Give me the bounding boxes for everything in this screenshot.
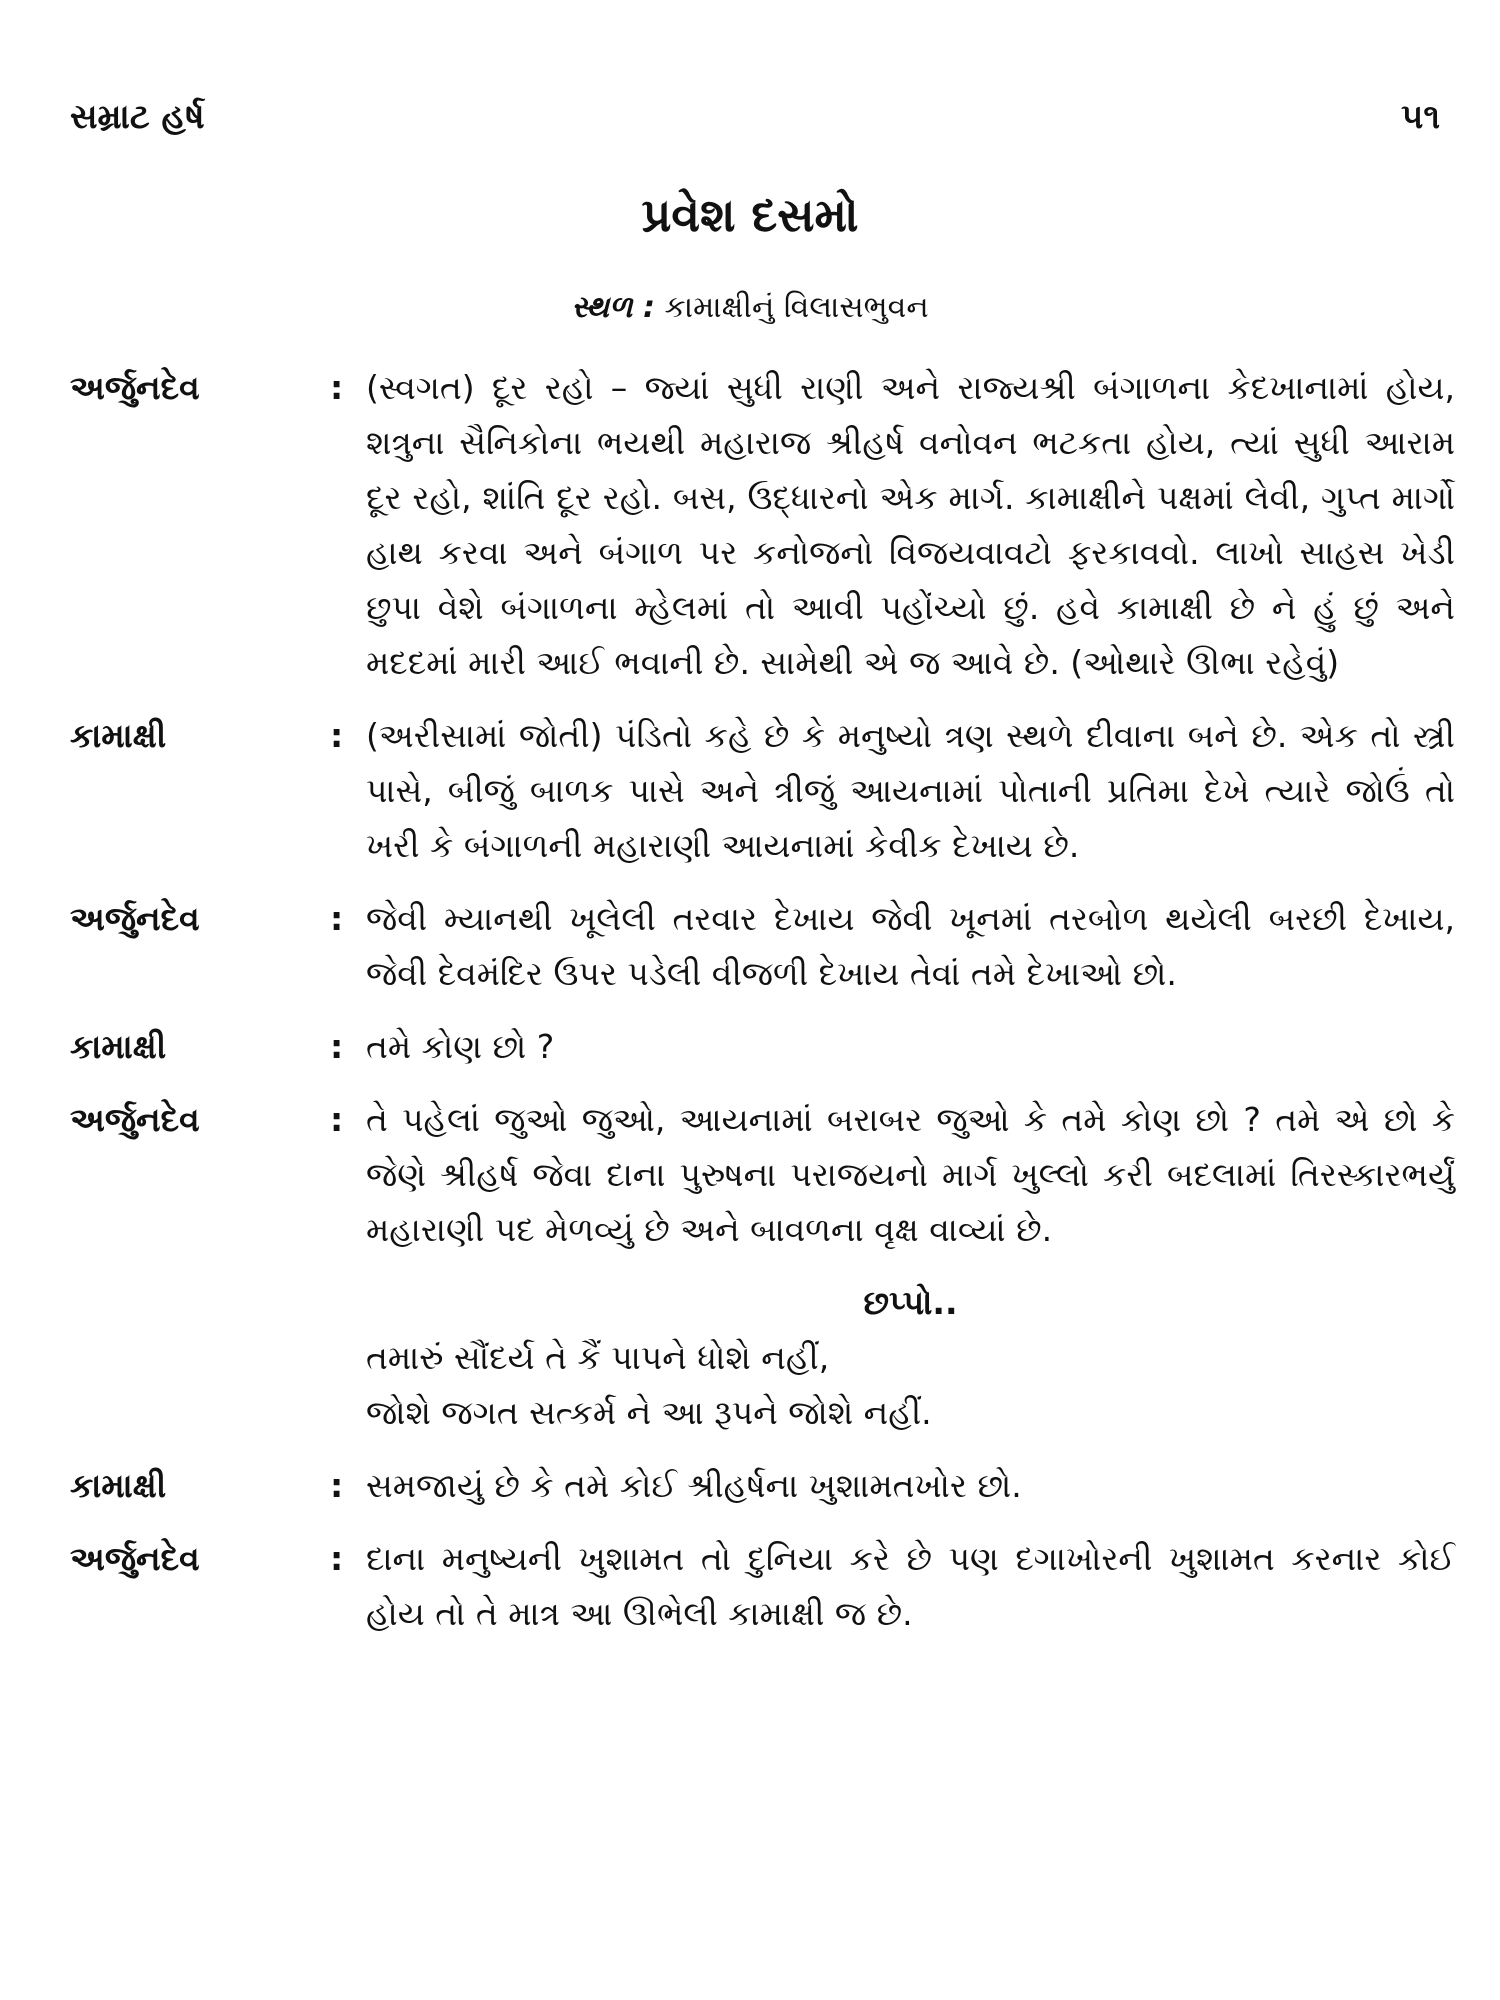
dialogue-entry bbox=[70, 1092, 1455, 1257]
setting-place: કામાક્ષીનું વિલાસભુવન bbox=[664, 290, 929, 325]
speaker-name: અર્જુનદેવ bbox=[70, 368, 200, 407]
verse-heading: છપ્પો.. bbox=[863, 1283, 958, 1322]
setting-label: સ્થળ : bbox=[571, 290, 655, 325]
dialogue-entry bbox=[70, 891, 1455, 1001]
speaker-name: અર્જુનદેવ bbox=[70, 1539, 200, 1578]
speaker-colon: : bbox=[330, 1466, 344, 1505]
speech-text: (સ્વગત) દૂર રહો – જ્યાં સુધી રાણી અને રાજ્યશ્રી બંગાળના કેદખાનામાં હોય, શત્રુના સૈનિકોના ભયથી મહારાજ શ્રીહર્ષ વનોવન ભટકતા હોય, ત્યાં સુધી આરામ દૂર રહો, શાંતિ દૂર રહો. બસ, ઉદ્ધારનો એક માર્ગ. કામાક્ષીને પક્ષમાં લેવી, ગુપ્ત માર્ગો હાથ કરવા અને બંગાળ પર કનોજનો વિજયવાવટો ફરકાવવો. લાખો સાહસ ખેડી છુપા વેશે બંગાળના મ્હેલમાં તો આવી પહોંચ્યો છું. હવે કામાક્ષી છે ને હું છું અને મદદમાં મારી આઈ ભવાની છે. સામેથી એ જ આવે છે. (ઓથારે ઊભા રહેવું) bbox=[366, 368, 1455, 682]
dialogue-entry bbox=[70, 1531, 1455, 1641]
verse-line: જોશે જગત સત્કર્મ ને આ રૂપને જોશે નહીં. bbox=[366, 1393, 932, 1432]
speaker-name: કામાક્ષી bbox=[70, 1027, 167, 1066]
dialogue-body bbox=[70, 360, 1455, 1659]
chapter-title: પ્રવેશ દસમો bbox=[641, 188, 859, 242]
dialogue-entry bbox=[70, 1458, 1455, 1513]
speech-text: દાના મનુષ્યની ખુશામત તો દુનિયા કરે છે પણ દગાખોરની ખુશામત કરનાર કોઈ હોય તો તે માત્ર આ ઊભેલી કામાક્ષી જ છે. bbox=[366, 1539, 1455, 1633]
speech-text: સમજાયું છે કે તમે કોઈ શ્રીહર્ષના ખુશામતખોર છો. bbox=[366, 1466, 1022, 1505]
speaker-name: અર્જુનદેવ bbox=[70, 899, 200, 938]
speech-text: જેવી મ્યાનથી ખૂલેલી તરવાર દેખાય જેવી ખૂનમાં તરબોળ થયેલી બરછી દેખાય, જેવી દેવમંદિર ઉપર પડેલી વીજળી દેખાય તેવાં તમે દેખાઓ છો. bbox=[366, 899, 1455, 993]
speaker-name: કામાક્ષી bbox=[70, 716, 167, 755]
speaker-colon: : bbox=[330, 716, 344, 755]
page-number: ૫૧ bbox=[1401, 97, 1440, 137]
speech-text: તે પહેલાં જુઓ જુઓ, આયનામાં બરાબર જુઓ કે તમે કોણ છો ? તમે એ છો કે જેણે શ્રીહર્ષ જેવા દાના પુરુષના પરાજયનો માર્ગ ખુલ્લો કરી બદલામાં તિરસ્કારભર્યું મહારાણી પદ મેળવ્યું છે અને બાવળના વૃક્ષ વાવ્યાં છે. bbox=[366, 1100, 1455, 1249]
dialogue-entry bbox=[70, 708, 1455, 873]
speaker-name: અર્જુનદેવ bbox=[70, 1100, 200, 1139]
speech-text: તમે કોણ છો ? bbox=[366, 1027, 555, 1066]
dialogue-entry bbox=[70, 1019, 1455, 1074]
dialogue-entry bbox=[70, 360, 1455, 690]
scene-setting bbox=[0, 290, 1500, 325]
speaker-colon: : bbox=[330, 1100, 344, 1139]
verse-line: તમારું સૌંદર્ય તે કૈં પાપને ધોશે નહીં, bbox=[366, 1338, 830, 1377]
speaker-name: કામાક્ષી bbox=[70, 1466, 167, 1505]
running-header bbox=[70, 92, 1440, 142]
speaker-colon: : bbox=[330, 368, 344, 407]
verse-block bbox=[366, 1275, 1455, 1440]
speaker-colon: : bbox=[330, 899, 344, 938]
speaker-colon: : bbox=[330, 1539, 344, 1578]
speech-text: (અરીસામાં જોતી) પંડિતો કહે છે કે મનુષ્યો ત્રણ સ્થળે દીવાના બને છે. એક તો સ્ત્રી પાસે, બીજું બાળક પાસે અને ત્રીજું આયનામાં પોતાની પ્રતિમા દેખે ત્યારે જોઉં તો ખરી કે બંગાળની મહારાણી આયનામાં કેવીક દેખાય છે. bbox=[366, 716, 1455, 865]
speaker-colon: : bbox=[330, 1027, 344, 1066]
book-title: સમ્રાટ હર્ષ bbox=[70, 97, 205, 137]
